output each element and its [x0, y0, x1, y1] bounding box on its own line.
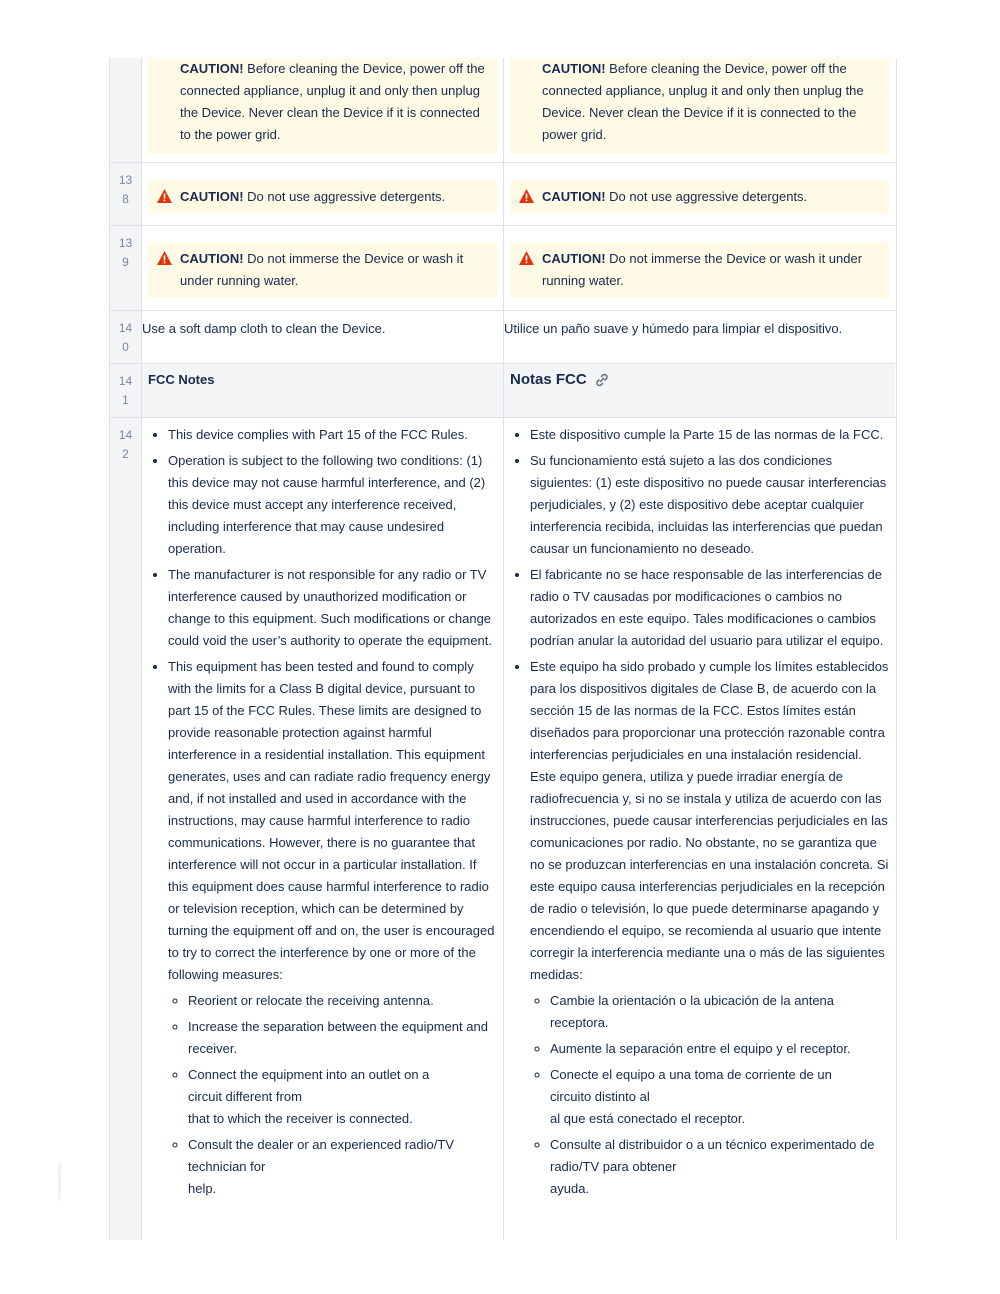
- heading-text: Notas FCC: [510, 371, 587, 388]
- list-item: • Este dispositivo cumple la Parte 15 de las normas de la FCC.: [530, 424, 889, 446]
- caution-label: CAUTION!: [180, 251, 244, 266]
- section-heading-source: FCC Notes: [148, 372, 215, 387]
- warning-triangle-icon: [518, 188, 535, 204]
- list-item: • Su funcionamiento está sujeto a las dos condiciones siguientes: (1) este dispositivo no puede causar interferencias perjudiciales, y (2) este dispositivo debe aceptar cualquier interferencia recibida, incluidas las interferencias que puedan causar un funcionamiento no deseado.: [530, 450, 889, 560]
- target-cell[interactable]: [504, 364, 895, 417]
- warning-triangle-icon: [518, 250, 535, 266]
- source-cell: [142, 311, 504, 363]
- target-cell[interactable]: [504, 226, 895, 310]
- fcc-list: [148, 424, 497, 1200]
- caution-text: Before cleaning the Device, power off the connected appliance, unplug it and only then unplug the Device. Never clean the Device if it is connected to the power grid.: [542, 61, 864, 142]
- list-item: ◦ Cambie la orientación o la ubicación de la antena receptora.: [550, 990, 889, 1034]
- caution-label: CAUTION!: [542, 189, 606, 204]
- caution-panel: [148, 58, 497, 154]
- table-row: [110, 364, 896, 418]
- source-cell: [142, 226, 504, 310]
- table-row: [110, 163, 896, 226]
- row-number: 140: [110, 311, 142, 363]
- row-number: 139: [110, 226, 142, 310]
- table-row: [110, 311, 896, 364]
- row-number: [110, 58, 142, 162]
- caution-label: CAUTION!: [180, 189, 244, 204]
- row-number: 142: [110, 418, 142, 1240]
- caution-panel: [510, 180, 889, 214]
- source-cell: [142, 364, 504, 417]
- link-icon[interactable]: [594, 372, 610, 388]
- caution-text: Do not use aggressive detergents.: [605, 189, 808, 204]
- caution-text: Do not immerse the Device or wash it under running water.: [180, 251, 464, 288]
- table-row: [110, 226, 896, 311]
- list-item: • This device complies with Part 15 of the FCC Rules.: [168, 424, 497, 446]
- list-item: ◦ Reorient or relocate the receiving antenna.: [188, 990, 497, 1012]
- row-number: 138: [110, 163, 142, 225]
- caution-panel: [510, 58, 889, 154]
- caution-panel: [148, 180, 497, 214]
- caution-panel: [510, 242, 889, 298]
- target-cell[interactable]: [504, 58, 895, 162]
- table-row: [110, 418, 896, 1240]
- source-cell: [142, 58, 504, 162]
- list-item-text: This equipment has been tested and found to comply with the limits for a Class B digital device, pursuant to part 15 of the FCC Rules. These limits are designed to provide reasonable protection against harmful interference in a residential installation. This equipment generates, uses and can radiate radio frequency energy and, if not installed and used in accordance with the instructions, may cause harmful interference to radio communications. However, there is no guarantee that interference will not occur in a particular installation. If this equipment does cause harmful interference to radio or television reception, which can be determined by turning the equipment off and on, the user is encouraged to try to correct the interference by one or more of the following measures:: [168, 659, 495, 982]
- list-item: ◦ Increase the separation between the equipment and receiver.: [188, 1016, 497, 1060]
- list-item: ◦ Connect the equipment into an outlet on a circuit different from that to which the receiver is connected.: [188, 1064, 497, 1130]
- target-text: Utilice un paño suave y húmedo para limpiar el dispositivo.: [504, 321, 843, 336]
- fcc-list: [510, 424, 889, 1200]
- target-cell[interactable]: [504, 163, 895, 225]
- list-item: • El fabricante no se hace responsable de las interferencias de radio o TV causadas por modificaciones o cambios no autorizados en este equipo. Tales modificaciones o cambios podrían anular la autoridad del usuario para utilizar el equipo.: [530, 564, 889, 652]
- caution-text: Do not immerse the Device or wash it under running water.: [542, 251, 863, 288]
- caution-label: CAUTION!: [542, 61, 606, 76]
- row-number: 141: [110, 364, 142, 417]
- list-item: [168, 656, 497, 1200]
- measures-list: [530, 990, 889, 1200]
- table-row: [110, 58, 896, 163]
- source-cell: [142, 163, 504, 225]
- list-item: ◦ Aumente la separación entre el equipo y el receptor.: [550, 1038, 889, 1060]
- warning-triangle-icon: [156, 250, 173, 266]
- source-cell: [142, 418, 504, 1240]
- list-item: • Operation is subject to the following two conditions: (1) this device may not cause harmful interference, and (2) this device must accept any interference received, including interference that may cause undesired operation.: [168, 450, 497, 560]
- measures-list: [168, 990, 497, 1200]
- page-edge-shadow: [58, 1163, 61, 1201]
- caution-label: CAUTION!: [180, 61, 244, 76]
- target-cell[interactable]: [504, 418, 895, 1240]
- caution-text: Before cleaning the Device, power off the connected appliance, unplug it and only then unplug the Device. Never clean the Device if it is connected to the power grid.: [180, 61, 485, 142]
- list-item: [530, 656, 889, 1200]
- target-cell[interactable]: [504, 311, 895, 363]
- translation-table: [109, 58, 897, 1240]
- list-item: ◦ Consult the dealer or an experienced radio/TV technician for help.: [188, 1134, 497, 1200]
- warning-triangle-icon: [156, 188, 173, 204]
- caution-label: CAUTION!: [542, 251, 606, 266]
- list-item: ◦ Conecte el equipo a una toma de corriente de un circuito distinto al al que está conectado el receptor.: [550, 1064, 889, 1130]
- list-item: • The manufacturer is not responsible for any radio or TV interference caused by unauthorized modification or change to this equipment. Such modifications or change could void the user’s authority to operate the equipment.: [168, 564, 497, 652]
- caution-text: Do not use aggressive detergents.: [243, 189, 446, 204]
- list-item-text: Este equipo ha sido probado y cumple los límites establecidos para los dispositivos digitales de Clase B, de acuerdo con la sección 15 de las normas de la FCC. Estos límites están diseñados para proporcionar una protección razonable contra interferencias perjudiciales en una instalación residencial. Este equipo genera, utiliza y puede irradiar energía de radiofrecuencia y, si no se instala y utiliza de acuerdo con las instrucciones, puede causar interferencias perjudiciales en las comunicaciones por radio. No obstante, no se garantiza que no se produzcan interferencias en una instalación concreta. Si este equipo causa interferencias perjudiciales en la recepción de radio o televisión, lo que puede determinarse apagando y encendiendo el equipo, se recomienda al usuario que intente corregir la interferencia mediante una o más de las siguientes medidas:: [530, 659, 889, 982]
- list-item: ◦ Consulte al distribuidor o a un técnico experimentado de radio/TV para obtener ayuda.: [550, 1134, 889, 1200]
- caution-panel: [148, 242, 497, 298]
- source-text: Use a soft damp cloth to clean the Device.: [142, 321, 386, 336]
- section-heading-target: [510, 364, 889, 396]
